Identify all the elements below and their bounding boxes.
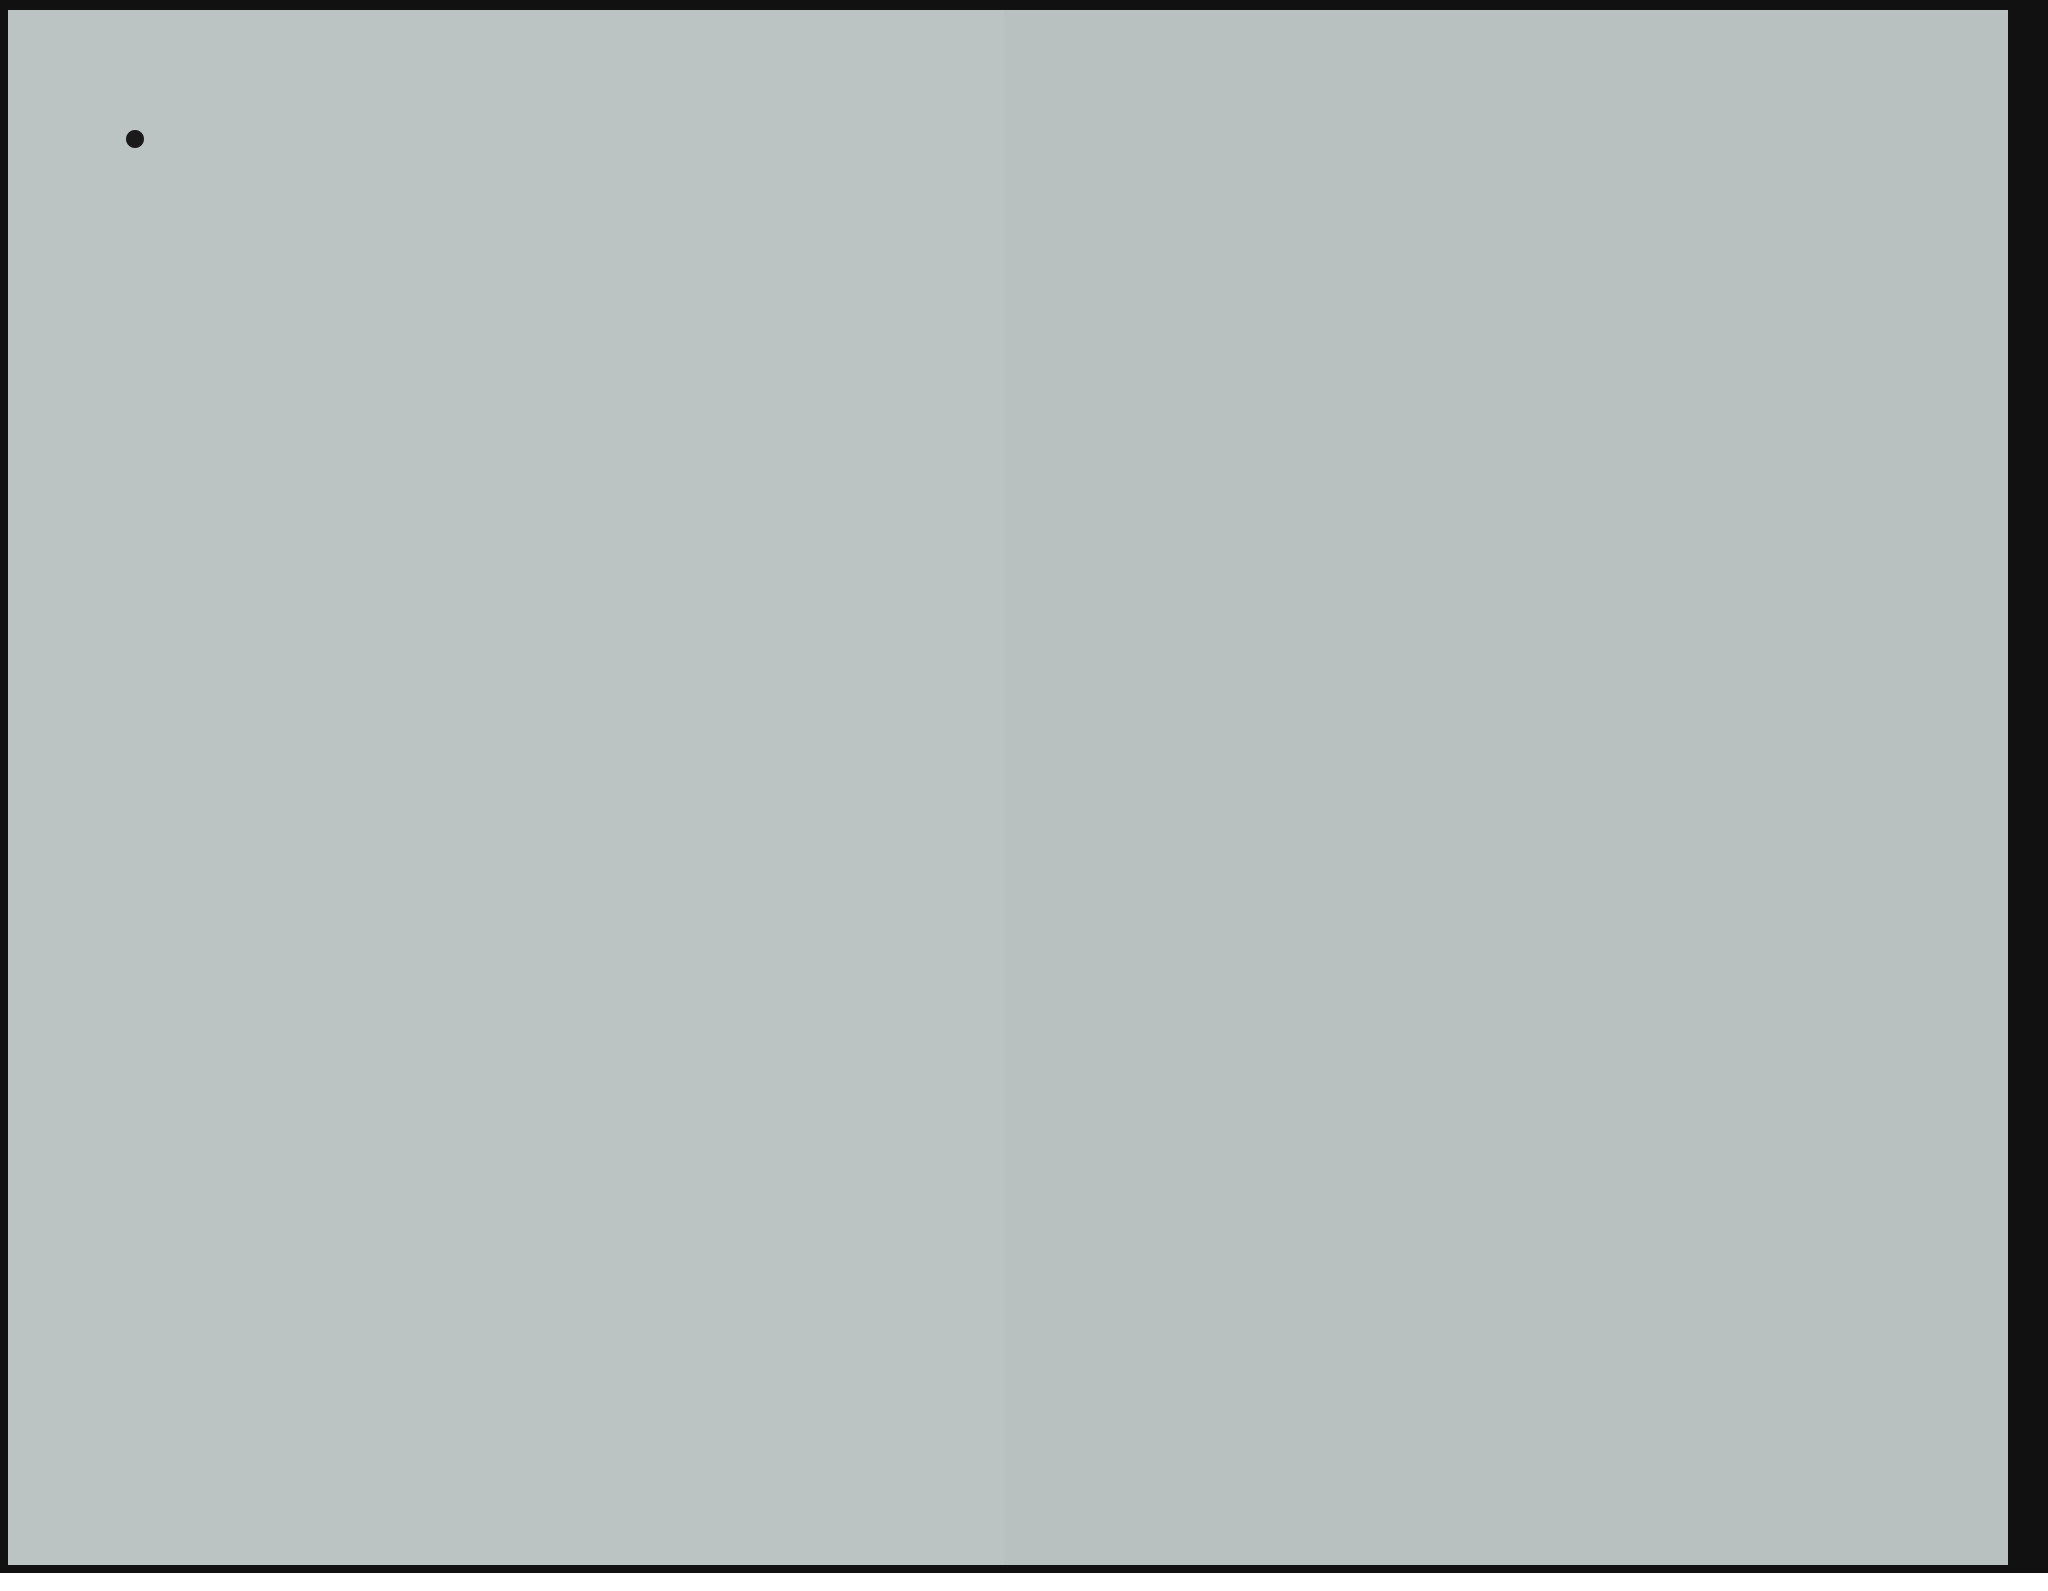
archive-footer [0, 1573, 2048, 1591]
form-page-1 [8, 10, 1010, 1565]
form-page-2 [1004, 10, 2008, 1565]
punch-hole [126, 130, 144, 148]
